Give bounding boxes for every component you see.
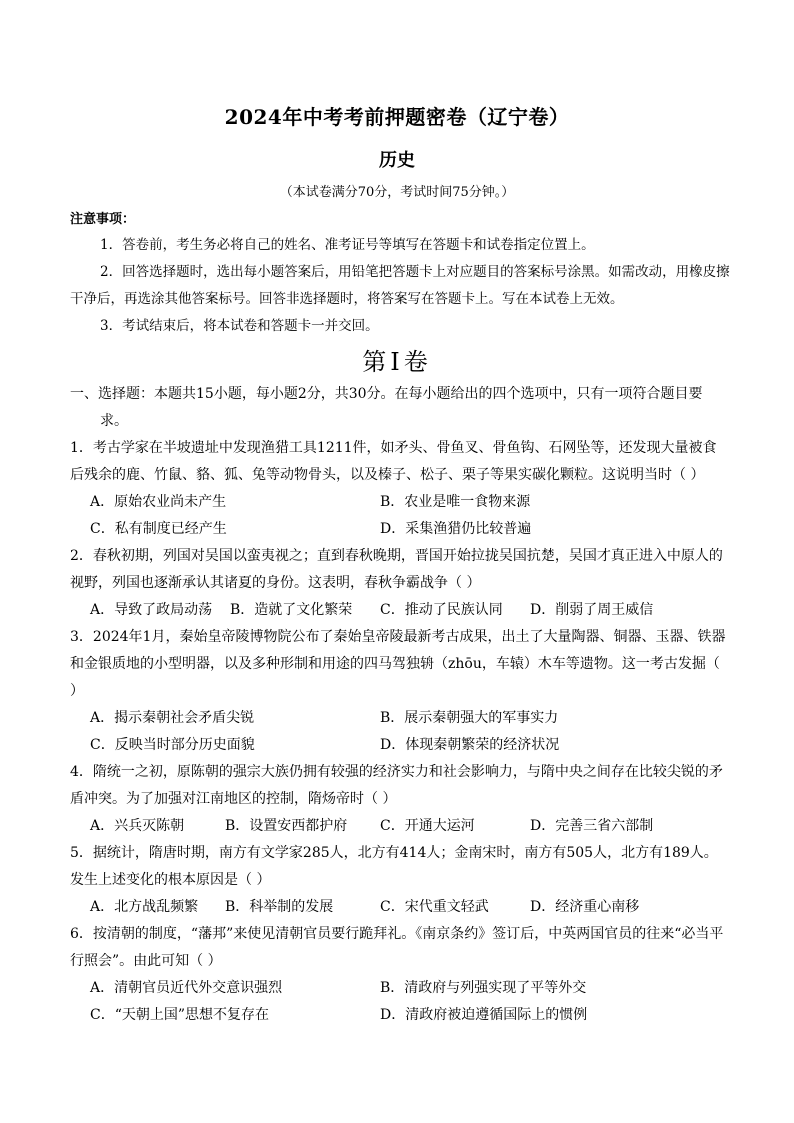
question-stem: 3．2024年1月，秦始皇帝陵博物院公布了秦始皇帝陵最新考古成果，出土了大量陶器、铜器、玉器、铁器和金银质地的小型明器，以及多种形制和用途的四马驾独辀（zhōu，车辕）木车等遗物。这一考古发掘（ ） bbox=[70, 629, 726, 699]
question-3 bbox=[70, 624, 730, 759]
option-b: B．科举制的发展 bbox=[225, 899, 334, 915]
option-c: C．私有制度已经产生 bbox=[90, 521, 227, 537]
option-a: A．北方战乱频繁 bbox=[90, 899, 199, 915]
options bbox=[70, 813, 730, 840]
question-stem: 4．隋统一之初，原陈朝的强宗大族仍拥有较强的经济实力和社会影响力，与隋中央之间存在比较尖锐的矛盾冲突。为了加强对江南地区的控制，隋炀帝时（ ） bbox=[70, 764, 723, 807]
subject-title: 历史 bbox=[379, 150, 415, 171]
option-c: C．“天朝上国”思想不复存在 bbox=[90, 1007, 270, 1023]
option-d: D．完善三省六部制 bbox=[530, 818, 654, 834]
option-c: C．宋代重文轻武 bbox=[380, 899, 489, 915]
option-b: B．展示秦朝强大的军事实力 bbox=[380, 710, 559, 726]
option-c: C．推动了民族认同 bbox=[380, 602, 503, 618]
section-heading-line2: 求。 bbox=[100, 413, 128, 429]
question-4 bbox=[70, 759, 730, 840]
options bbox=[70, 894, 730, 921]
section-heading bbox=[70, 381, 730, 435]
option-d: D．经济重心南移 bbox=[530, 899, 640, 915]
option-a: A．兴兵灭陈朝 bbox=[90, 818, 185, 834]
option-d: D．体现秦朝繁荣的经济状况 bbox=[380, 737, 560, 753]
option-a: A．揭示秦朝社会矛盾尖锐 bbox=[90, 710, 255, 726]
notice-item: 1．答卷前，考生务必将自己的姓名、准考证号等填写在答题卡和试卷指定位置上。 bbox=[100, 237, 595, 253]
option-a: A．原始农业尚未产生 bbox=[90, 494, 227, 510]
options bbox=[70, 597, 730, 624]
notice-item: 3．考试结束后，将本试卷和答题卡一并交回。 bbox=[100, 318, 379, 334]
section-heading-line1: 一、选择题：本题共15小题，每小题2分，共30分。在每小题给出的四个选项中，只有一项符合题目要 bbox=[70, 386, 703, 402]
exam-note: （本试卷满分70分，考试时间75分钟。） bbox=[279, 185, 515, 200]
option-a: A．清朝官员近代外交意识强烈 bbox=[90, 980, 283, 996]
option-d: D．采集渔猎仍比较普遍 bbox=[380, 521, 532, 537]
question-6 bbox=[70, 921, 730, 1029]
question-stem: 1．考古学家在半坡遗址中发现渔猎工具1211件，如矛头、骨鱼叉、骨鱼钩、石网坠等，还发现大量被食后残余的鹿、竹鼠、貉、狐、兔等动物骨头，以及榛子、松子、栗子等果实碳化颗粒。这说明当时（ ） bbox=[70, 440, 717, 483]
option-a: A．导致了政局动荡 bbox=[90, 602, 213, 618]
notice-item: 2．回答选择题时，选出每小题答案后，用铅笔把答题卡上对应题目的答案标号涂黑。如需改动，用橡皮擦干净后，再选涂其他答案标号。回答非选择题时，将答案写在答题卡上。写在本试卷上无效。 bbox=[70, 264, 730, 307]
option-b: B．设置安西都护府 bbox=[225, 818, 348, 834]
question-stem: 5．据统计，隋唐时期，南方有文学家285人，北方有414人；金南宋时，南方有505人，北方有189人。发生上述变化的根本原因是（ ） bbox=[70, 845, 718, 888]
options bbox=[70, 975, 730, 1029]
options bbox=[70, 705, 730, 759]
question-1 bbox=[70, 435, 730, 543]
part-title: 第Ⅰ卷 bbox=[362, 348, 432, 376]
option-b: B．农业是唯一食物来源 bbox=[380, 494, 531, 510]
option-d: D．削弱了周王威信 bbox=[530, 602, 654, 618]
question-5 bbox=[70, 840, 730, 921]
option-c: C．反映当时部分历史面貌 bbox=[90, 737, 255, 753]
question-stem: 2．春秋初期，列国对吴国以蛮夷视之；直到春秋晚期，晋国开始拉拢吴国抗楚，吴国才真正进入中原人的视野，列国也逐渐承认其诸夏的身份。这表明，春秋争霸战争（ ） bbox=[70, 548, 723, 591]
question-2 bbox=[70, 543, 730, 624]
options bbox=[70, 489, 730, 543]
option-b: B．清政府与列强实现了平等外交 bbox=[380, 980, 587, 996]
exam-title: 2024年中考考前押题密卷（辽宁卷） bbox=[224, 105, 570, 129]
option-d: D．清政府被迫遵循国际上的惯例 bbox=[380, 1007, 588, 1023]
question-stem: 6．按清朝的制度，“藩邦”来使见清朝官员要行跪拜礼。《南京条约》签订后，中英两国官员的往来“必当平行照会”。由此可知（ ） bbox=[70, 926, 724, 969]
notice-list bbox=[70, 232, 730, 340]
option-b: B．造就了文化繁荣 bbox=[230, 602, 353, 618]
option-c: C．开通大运河 bbox=[380, 818, 475, 834]
notice-heading: 注意事项： bbox=[70, 212, 136, 227]
question-area bbox=[70, 381, 730, 1029]
